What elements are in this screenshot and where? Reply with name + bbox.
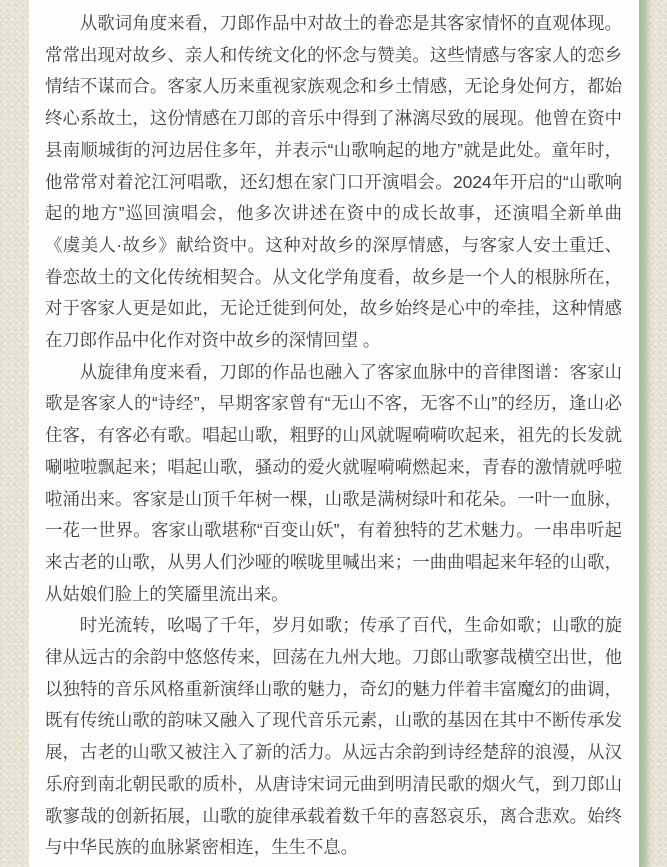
- paragraph-melody-perspective: 从旋律角度来看，刀郎的作品也融入了客家血脉中的音律图谱：客家山歌是客家人的“诗经”，早期客家曾有“无山不客，无客不山”的经历，逢山必住客，有客必有歌。唱起山歌，粗野的山风就喔嗬嗬吹起来，祖先的长发就唰啦啦飘起来；唱起山歌，骚动的爱火就喔嗬嗬燃起来，青春的激情就呼啦啦涌出来。客家是山顶千年树一棵，山歌是满树绿叶和花朵。一叶一血脉，一花一世界。客家山歌堪称“百变山妖”，有着独特的艺术魅力。一串串听起来古老的山歌，从男人们沙哑的喉咙里喊出来；一曲曲唱起来年轻的山歌，从姑娘们脸上的笑靥里流出来。: [45, 361, 622, 604]
- article-body: [29, 0, 639, 864]
- paragraph-lyrics-perspective: 从歌词角度来看，刀郎作品中对故土的眷恋是其客家情怀的直观体现。常常出现对故乡、亲人和传统文化的怀念与赞美。这些情感与客家人的恋乡情结不谋而合。客家人历来重视家族观念和乡土情感，无论身处何方，都始终心系故土，这份情感在刀郎的音乐中得到了淋漓尽致的展现。他曾在资中县南顺城街的河边居住多年，并表示“山歌响起的地方”就是此处。童年时，他常常对着沱江河唱歌，还幻想在家门口开演唱会。2024年开启的“山歌响起的地方”巡回演唱会，他多次讲述在资中的成长故事，还演唱全新单曲《虞美人·故乡》献给资中。这种对故乡的深厚情感，与客家人安土重迁、眷恋故土的文化传统相契合。从文化学角度看，故乡是一个人的根脉所在，对于客家人更是如此，无论迁徙到何处，故乡始终是心中的牵挂，这种情感在刀郎作品中化作对资中故乡的深情回望 。: [45, 13, 622, 351]
- article-panel: [29, 0, 639, 867]
- panel-right-accent-strip: [639, 0, 652, 867]
- paragraph-folk-song-legacy: 时光流转，吆喝了千年，岁月如歌；传承了百代，生命如歌；山歌的旋律从远古的余韵中悠悠传来，回荡在九州大地。刀郎山歌寥哉横空出世，他以独特的音乐风格重新演绎山歌的魅力，奇幻的魅力伴着丰富魔幻的曲调，既有传统山歌的韵味又融入了现代音乐元素，山歌的基因在其中不断传承发展，古老的山歌又被注入了新的活力。从远古余韵到诗经楚辞的浪漫，从汉乐府到南北朝民歌的质朴，从唐诗宋词元曲到明清民歌的烟火气，到刀郎山歌寥哉的创新拓展，山歌的旋律承载着数千年的喜怒哀乐，离合悲欢。始终与中华民族的血脉紧密相连，生生不息。: [45, 615, 622, 858]
